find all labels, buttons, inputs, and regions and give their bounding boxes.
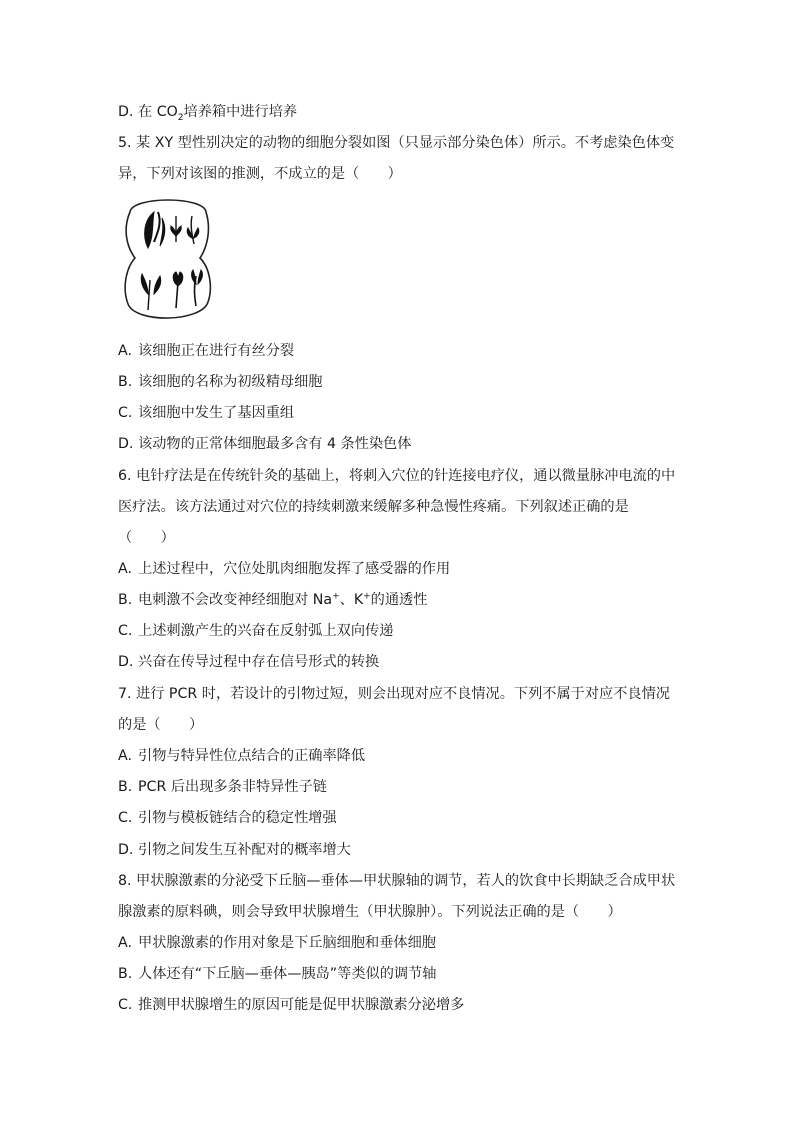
q5-option-a [118,341,294,361]
option-label: D. [118,436,134,452]
q6-option-b [118,590,427,610]
q5-stem-line1: 5. 某 XY 型性别决定的动物的细胞分裂如图（只显示部分染色体）所示。不考虑染色体变 [118,135,675,151]
option-text: 引物与模板链结合的稳定性增强 [138,810,337,826]
q7-option-c [118,808,337,828]
cell-membrane [125,200,210,318]
q6-option-a [118,559,450,579]
q7-stem-line2: 的是（ ） [118,717,204,733]
option-label: B. [118,592,133,608]
option-label: A. [118,748,132,764]
option-label: D. [118,842,134,858]
lower-chromosomes [141,270,202,310]
subscript: 2 [177,112,184,123]
q8-option-b [118,964,436,984]
option-text-mid: 、K [339,592,364,608]
q7-option-b [118,777,327,797]
q6-stem-line2: 医疗法。该方法通过对穴位的持续刺激来缓解多种急慢性疼痛。下列叙述正确的是 [118,499,629,515]
option-text: 引物之间发生互补配对的概率增大 [138,842,351,858]
option-label: D. [118,654,134,670]
q6-option-c [118,621,393,641]
option-text: 该细胞的名称为初级精母细胞 [138,374,323,390]
upper-chromosomes [145,212,199,248]
option-text-pre: 电刺激不会改变神经细胞对 Na [138,592,333,608]
option-text: 该细胞正在进行有丝分裂 [138,343,295,359]
q5-stem-line2: 异，下列对该图的推测，不成立的是（ ） [118,166,402,182]
q7-option-d [118,840,351,860]
superscript: + [332,591,340,602]
q7-option-a [118,746,365,766]
option-label: A. [118,935,132,951]
superscript: + [363,591,371,602]
q6-stem-line1: 6. 电针疗法是在传统针灸的基础上，将刺入穴位的针连接电疗仪，通以微量脉冲电流的中 [118,468,676,484]
option-label: B. [118,779,133,795]
option-text: PCR 后出现多条非特异性子链 [138,779,327,795]
option-text: 上述过程中，穴位处肌肉细胞发挥了感受器的作用 [138,561,451,577]
option-text: 引物与特异性位点结合的正确率降低 [138,748,366,764]
q6-stem-line3: （ ） [118,530,175,546]
option-label: B. [118,966,133,982]
q8-option-c [118,995,464,1015]
option-text: 该细胞中发生了基因重组 [138,405,295,421]
q6-option-d [118,652,379,672]
option-text: 上述刺激产生的兴奋在反射弧上双向传递 [138,623,394,639]
option-label: B. [118,374,133,390]
q8-stem-line2: 腺激素的原料碘，则会导致甲状腺增生（甲状腺肿）。下列说法正确的是（ ） [118,904,622,920]
option-label: C. [118,997,133,1013]
option-label: D. [118,104,134,120]
q5-option-d [118,434,411,454]
option-label: A. [118,561,132,577]
option-text: 推测甲状腺增生的原因可能是促甲状腺激素分泌增多 [138,997,465,1013]
cell-division-figure [118,190,218,328]
q5-option-b [118,372,322,392]
q4-option-d [118,102,297,122]
q7-stem-line1: 7. 进行 PCR 时，若设计的引物过短，则会出现对应不良情况。下列不属于对应不良情况 [118,686,670,702]
option-text-post: 培养箱中进行培养 [183,104,298,120]
option-text: 兴奋在传导过程中存在信号形式的转换 [138,654,380,670]
q5-option-c [118,403,294,423]
option-label: C. [118,623,133,639]
option-text: 人体还有“下丘脑—垂体—胰岛”等类似的调节轴 [138,966,437,982]
option-text-pre: 在 CO [138,104,178,120]
q8-option-a [118,933,436,953]
option-text-post: 的通透性 [370,592,428,608]
option-text: 甲状腺激素的作用对象是下丘脑细胞和垂体细胞 [138,935,436,951]
option-text: 该动物的正常体细胞最多含有 4 条性染色体 [138,436,412,452]
option-label: A. [118,343,132,359]
option-label: C. [118,405,133,421]
option-label: C. [118,810,133,826]
q8-stem-line1: 8. 甲状腺激素的分泌受下丘脑—垂体—甲状腺轴的调节，若人的饮食中长期缺乏合成甲状 [118,873,676,889]
